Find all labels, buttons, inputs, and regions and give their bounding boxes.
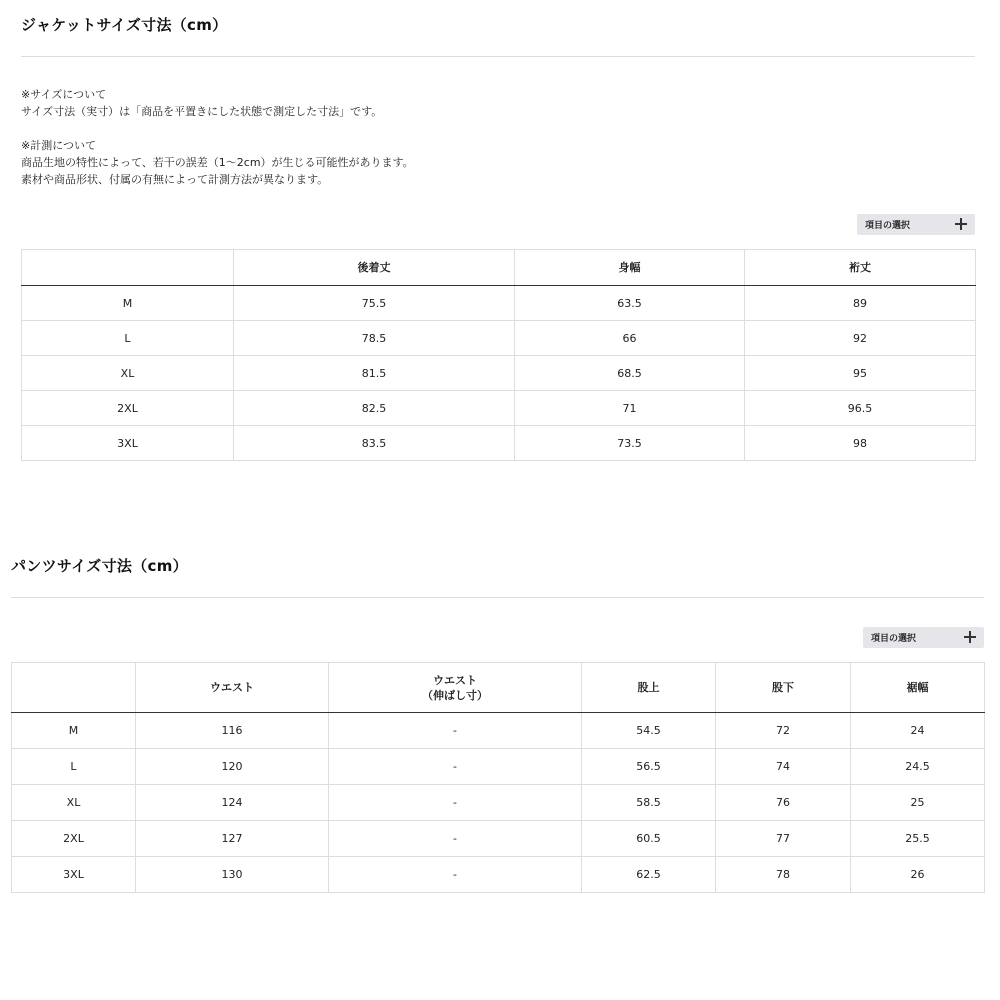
table-cell: 60.5 [582,821,716,857]
header-cell [329,663,582,713]
jacket-section-title: ジャケットサイズ寸法（cm） [21,16,228,34]
size-label-cell: M [12,713,136,749]
table-cell: 24.5 [851,749,985,785]
table-cell: 56.5 [582,749,716,785]
measure-note-heading: ※計測について [21,139,96,152]
table-cell: 74 [716,749,851,785]
item-select-label: 項目の選択 [865,221,911,231]
size-note-heading: ※サイズについて [21,88,107,101]
table-cell: 116 [136,713,329,749]
table-row [22,356,976,391]
table-row [12,749,985,785]
header-cell: 裄丈 [745,250,976,286]
table-cell: 98 [745,426,976,461]
table-cell: - [329,821,582,857]
table-cell: - [329,749,582,785]
table-cell: 72 [716,713,851,749]
table-cell: 73.5 [515,426,745,461]
table-cell: 66 [515,321,745,356]
table-cell: 78.5 [234,321,515,356]
header-cell: 股下 [716,663,851,713]
table-cell: 63.5 [515,286,745,321]
table-row [22,426,976,461]
table-cell: - [329,713,582,749]
pants-section-title: パンツサイズ寸法（cm） [11,557,188,575]
table-cell: 130 [136,857,329,893]
table-row [22,391,976,426]
header-cell: 裾幅 [851,663,985,713]
table-cell: 58.5 [582,785,716,821]
table-cell: 24 [851,713,985,749]
table-cell: 54.5 [582,713,716,749]
table-cell: 25.5 [851,821,985,857]
table-cell: 75.5 [234,286,515,321]
table-row [12,821,985,857]
table-cell: 77 [716,821,851,857]
jacket-title-divider [21,56,975,57]
header-cell-main: ウエスト [433,673,477,687]
header-cell [12,663,136,713]
header-cell-sub: （伸ばし寸） [422,688,488,702]
table-row [22,321,976,356]
size-label-cell: L [22,321,234,356]
table-cell: 127 [136,821,329,857]
table-cell: 26 [851,857,985,893]
table-cell: 71 [515,391,745,426]
table-cell: 68.5 [515,356,745,391]
table-cell: 96.5 [745,391,976,426]
pants-title-divider [11,597,984,598]
table-cell: 81.5 [234,356,515,391]
table-row [12,857,985,893]
header-cell: 身幅 [515,250,745,286]
table-row [22,286,976,321]
table-cell: 95 [745,356,976,391]
table-cell: - [329,785,582,821]
pants-item-select-button[interactable] [863,627,984,648]
size-notes [21,86,414,188]
size-label-cell: XL [12,785,136,821]
table-cell: 78 [716,857,851,893]
table-cell: 124 [136,785,329,821]
item-select-label: 項目の選択 [871,634,917,644]
size-note-text: サイズ寸法（実寸）は「商品を平置きにした状態で測定した寸法」です。 [21,105,383,118]
table-header-row [12,663,985,713]
table-cell: - [329,857,582,893]
size-label-cell: 3XL [22,426,234,461]
measure-note-text-1: 商品生地の特性によって、若干の誤差（1〜2cm）が生じる可能性があります。 [21,156,414,169]
header-cell: 後着丈 [234,250,515,286]
measure-note-text-2: 素材や商品形状、付属の有無によって計測方法が異なります。 [21,173,329,186]
table-cell: 25 [851,785,985,821]
plus-icon [955,218,967,230]
header-cell: ウエスト [136,663,329,713]
table-cell: 76 [716,785,851,821]
table-cell: 89 [745,286,976,321]
jacket-size-table [21,249,976,461]
table-cell: 62.5 [582,857,716,893]
pants-size-table [11,662,985,893]
header-cell: 股上 [582,663,716,713]
table-row [12,785,985,821]
size-label-cell: L [12,749,136,785]
table-cell: 82.5 [234,391,515,426]
table-cell: 83.5 [234,426,515,461]
size-label-cell: XL [22,356,234,391]
plus-icon [964,631,976,643]
table-cell: 120 [136,749,329,785]
table-header-row [22,250,976,286]
size-label-cell: 2XL [22,391,234,426]
table-row [12,713,985,749]
size-label-cell: 2XL [12,821,136,857]
header-cell [22,250,234,286]
size-label-cell: M [22,286,234,321]
table-cell: 92 [745,321,976,356]
size-label-cell: 3XL [12,857,136,893]
jacket-item-select-button[interactable] [857,214,975,235]
